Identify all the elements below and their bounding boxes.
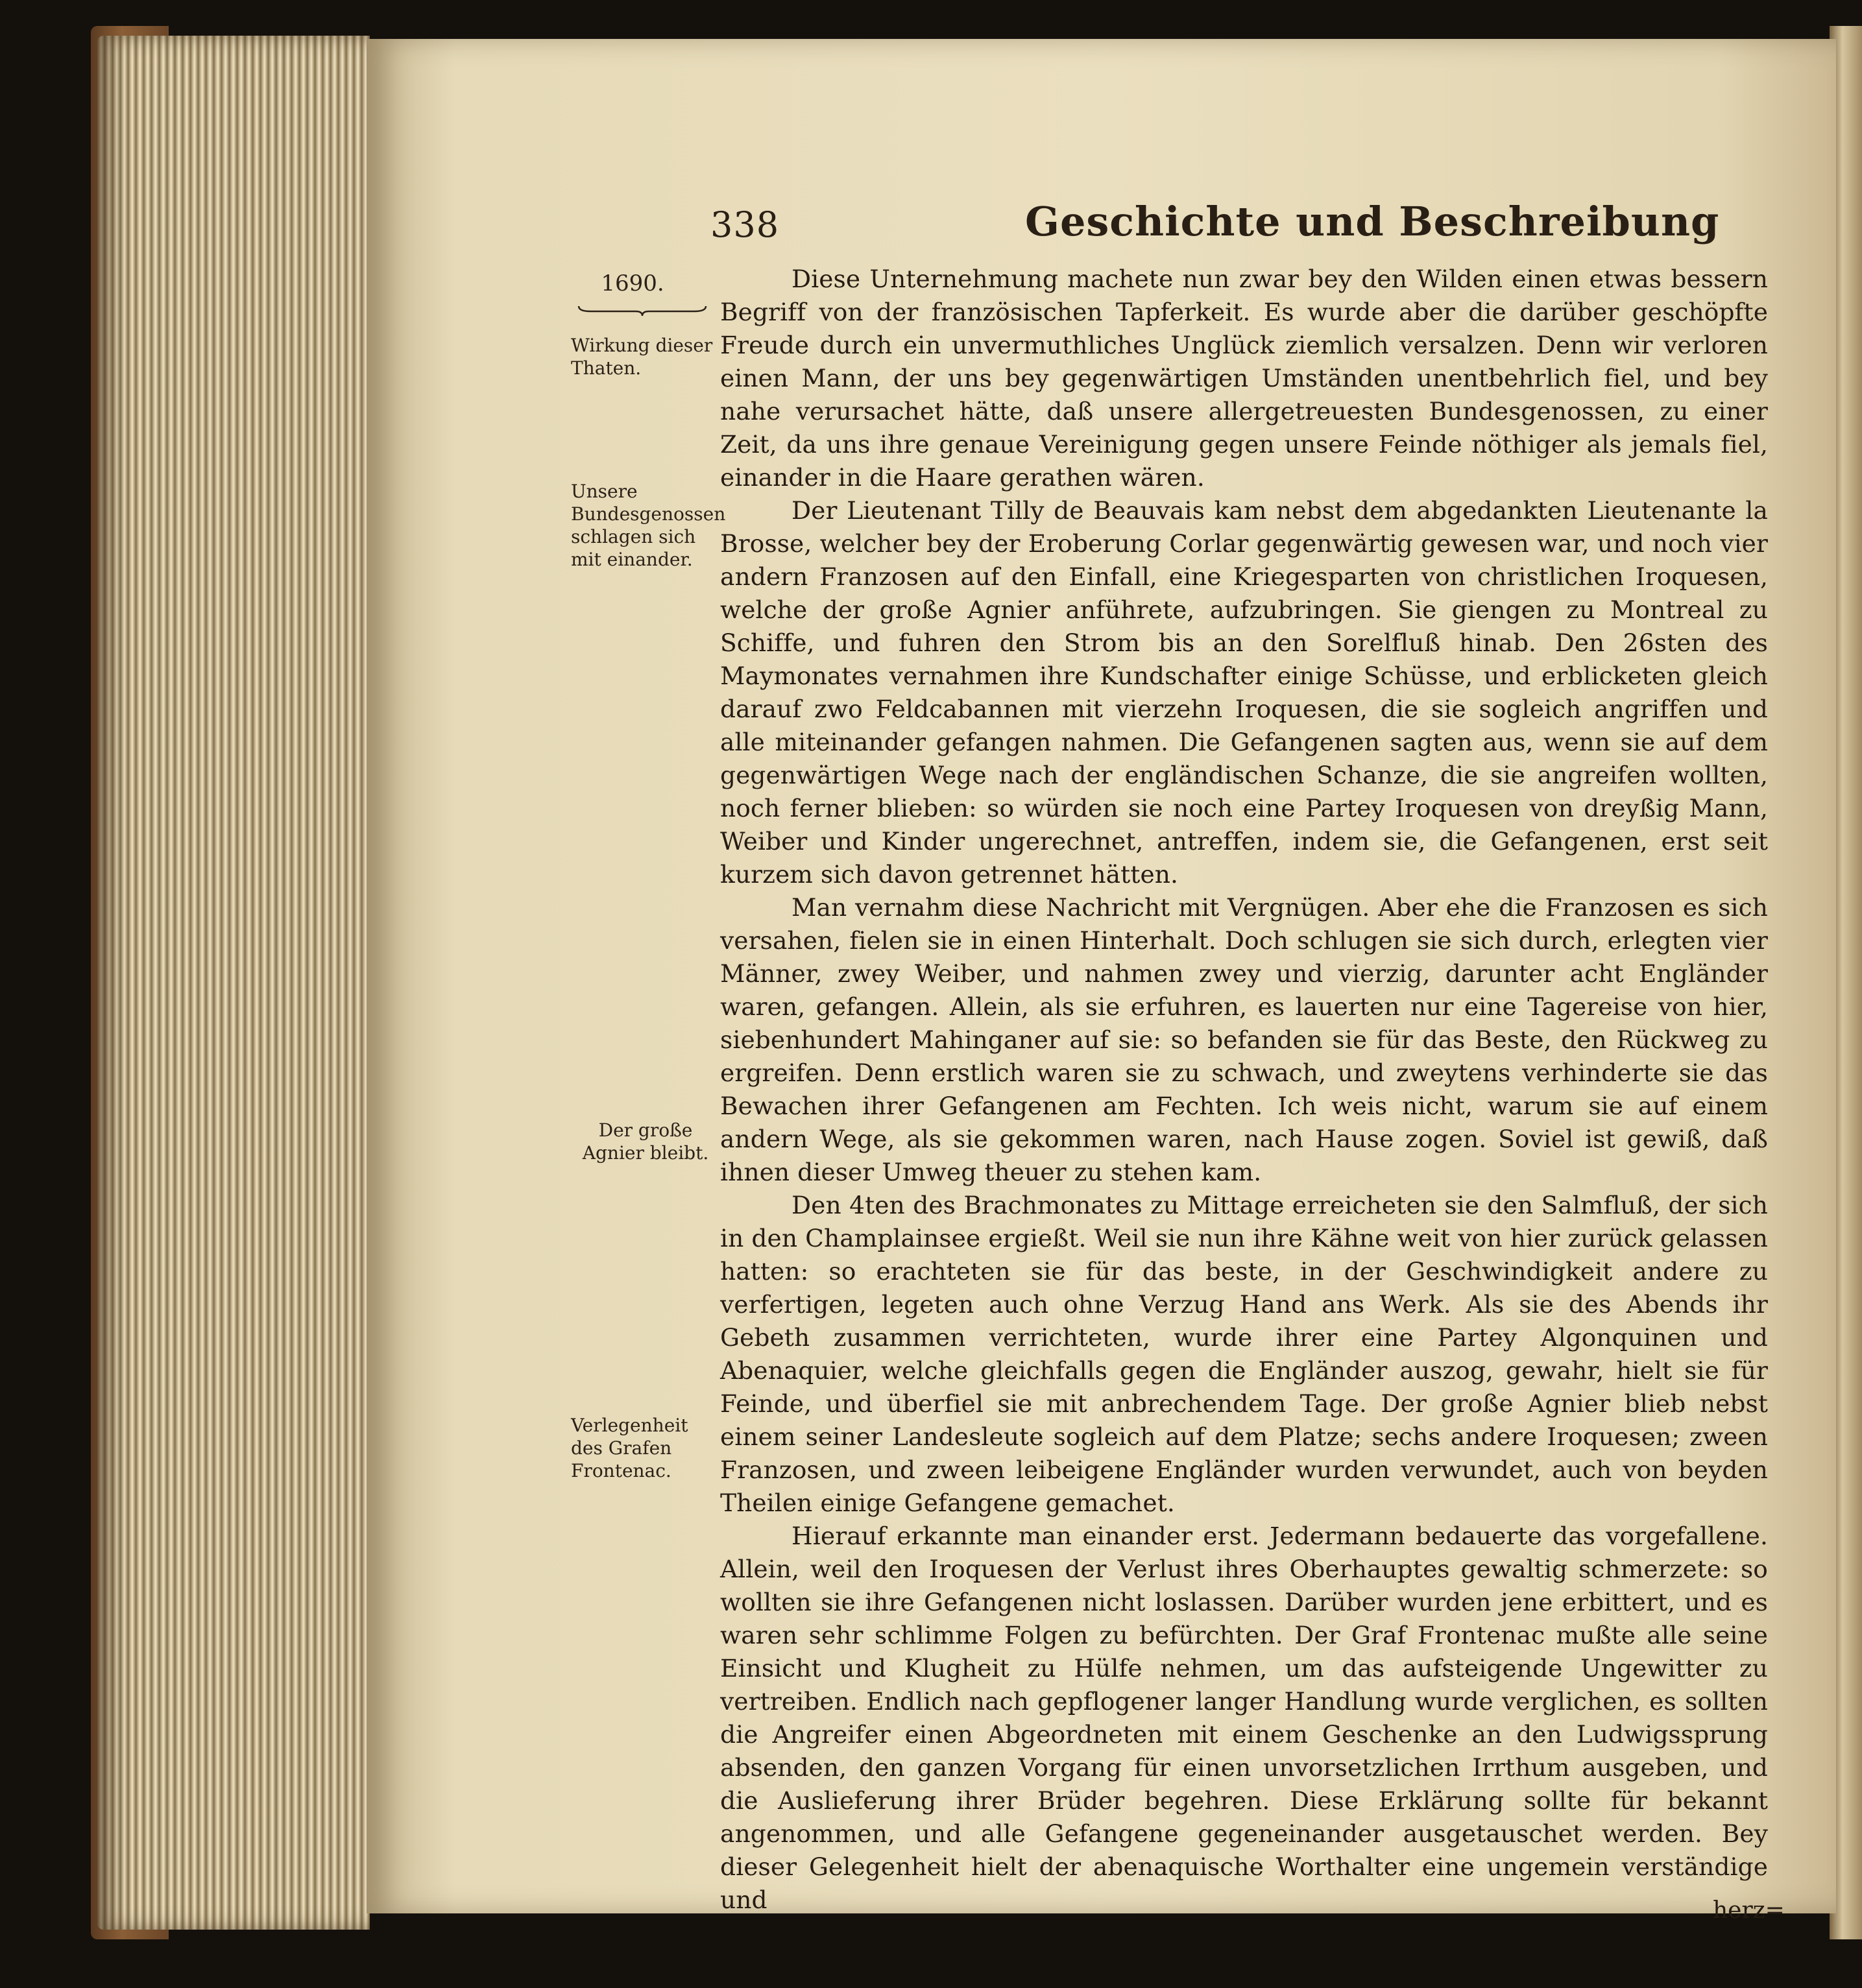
stacked-page-edges bbox=[97, 36, 370, 1930]
main-text-block bbox=[720, 263, 1768, 1917]
paragraph-1: Diese Unternehmung machete nun zwar bey den Wilden einen etwas bessern Begriff von der französischen Tapferkeit. Es wurde aber die darüber geschöpfte Freude durch ein unvermuthliches Unglück ziemlich versalzen. Denn wir verloren einen Mann, der uns bey gegenwärtigen Umständen unentbehrlich fiel, und bey nahe verursachet hätte, daß unsere allergetreuesten Bundesgenossen, zu einer Zeit, da uns ihre genaue Vereinigung gegen unsere Feinde nöthiger als jemals fiel, einander in die Haare gerathen wären. bbox=[720, 265, 1768, 492]
marginal-year: 1690. bbox=[601, 270, 664, 296]
paragraph-5: Hierauf erkannte man einander erst. Jedermann bedauerte das vorgefallene. Allein, weil den Iroquesen der Verlust ihres Oberhauptes gewaltig schmerzete: so wollten sie ihre Gefangenen nicht loslassen. Darüber wurden jene erbittert, und es waren sehr schlimme Folgen zu befürchten. Der Graf Frontenac mußte alle seine Einsicht und Klugheit zu Hülfe nehmen, um das aufsteigende Ungewitter zu vertreiben. Endlich nach gepflogener langer Handlung wurde verglichen, es sollten die Angreifer einen Abgeordneten mit einem Geschenke an den Ludwigssprung absenden, den ganzen Vorgang für einen unvorsetzlichen Irrthum ausgeben, und die Auslieferung ihrer Brüder begehren. Diese Erklärung sollte für bekannt angenommen, und alle Gefangene gegeneinander ausgetauschet werden. Bey dieser Gelegenheit hielt der abenaquische Worthalter eine ungemein verständige und bbox=[720, 1522, 1768, 1914]
paragraph-4: Den 4ten des Brachmonates zu Mittage erreicheten sie den Salmfluß, der sich in den Champlainsee ergießt. Weil sie nun ihre Kähne weit von hier zurück gelassen hatten: so erachteten sie für das beste, in der Geschwindigkeit andere zu verfertigen, legeten auch ohne Verzug Hand ans Werk. Als sie des Abends ihr Gebeth zusammen verrichteten, wurde ihrer eine Partey Algonquinen und Abenaquier, welche gleichfalls gegen die Engländer auszog, gewahr, hielt sie für Feinde, und überfiel sie mit anbrechendem Tage. Der große Agnier blieb nebst einem seiner Landesleute sogleich auf dem Platze; sechs andere Iroquesen; zween Franzosen, und zween leibeigene Engländer wurden verwundet, auch von beyden Theilen einige Gefangene gemachet. bbox=[720, 1191, 1768, 1517]
running-title: Geschichte und Beschreibung bbox=[1025, 198, 1720, 245]
book-page bbox=[367, 39, 1836, 1924]
marginal-note-agnier: Der große Agnier bleibt. bbox=[582, 1120, 709, 1164]
brace-ornament bbox=[577, 305, 707, 317]
page-number: 338 bbox=[710, 204, 780, 245]
paragraph-2: Der Lieutenant Tilly de Beauvais kam nebst dem abgedankten Lieutenante la Brosse, welcher bey der Eroberung Corlar gegenwärtig gewesen war, und noch vier andern Franzosen auf den Einfall, eine Kriegesparten von christlichen Iroquesen, welche der große Agnier anführete, aufzubringen. Sie giengen zu Montreal zu Schiffe, und fuhren den Strom bis an den Sorelfluß hinab. Den 26sten des Maymonates vernahmen ihre Kundschafter einige Schüsse, und erblicketen gleich darauf zwo Feldcabannen mit vierzehn Iroquesen, die sie sogleich angriffen und alle miteinander gefangen nahmen. Die Gefangenen sagten aus, wenn sie auf dem gegenwärtigen Wege nach der engländischen Schanze, die sie angreifen wollten, noch ferner blieben: so würden sie noch eine Partey Iroquesen von dreyßig Mann, Weiber und Kinder ungerechnet, antreffen, indem sie, die Gefangenen, erst seit kurzem sich davon getrennet hätten. bbox=[720, 496, 1768, 889]
marginal-note-frontenac: Verlegenheit des Grafen Frontenac. bbox=[571, 1415, 688, 1481]
paragraph-3: Man vernahm diese Nachricht mit Vergnügen. Aber ehe die Franzosen es sich versahen, fielen sie in einen Hinterhalt. Doch schlugen sie sich durch, erlegten vier Männer, zwey Weiber, und nahmen zwey und vierzig, darunter acht Engländer waren, gefangen. Allein, als sie erfuhren, es lauerten nur eine Tagereise von hier, siebenhundert Mahinganer auf sie: so befanden sie für das Beste, den Rückweg zu ergreifen. Denn erstlich waren sie zu schwach, und zweytens verhinderte sie das Bewachen ihrer Gefangenen am Fechten. Ich weis nicht, warum sie auf einem andern Wege, als sie gekommen waren, nach Hause zogen. Soviel ist gewiß, daß ihnen dieser Umweg theuer zu stehen kam. bbox=[720, 893, 1768, 1186]
catchword: herz= bbox=[1713, 1897, 1785, 1924]
marginal-note-effect: Wirkung dieser Thaten. bbox=[571, 335, 713, 379]
page-header bbox=[367, 198, 1836, 256]
marginal-note-allies: Unsere Bundesgenossen schlagen sich mit einander. bbox=[571, 481, 726, 570]
